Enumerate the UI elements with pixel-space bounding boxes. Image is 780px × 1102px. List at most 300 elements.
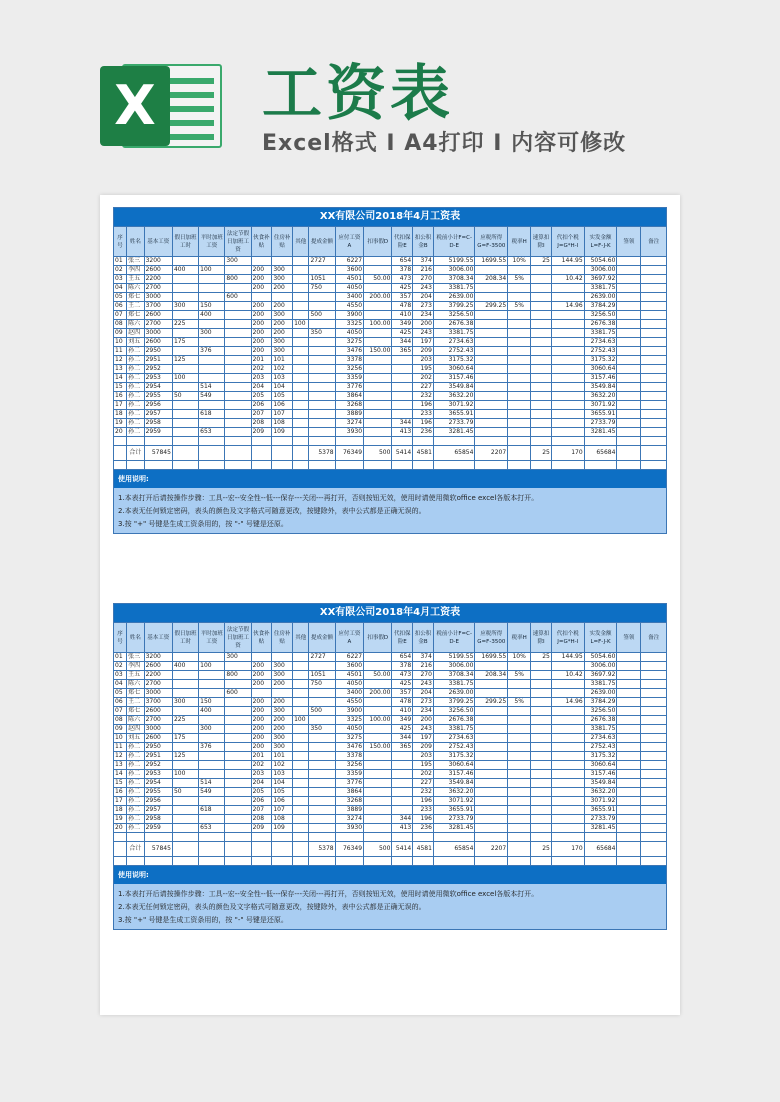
table-cell[interactable]: 125 xyxy=(172,356,198,365)
table-cell[interactable] xyxy=(199,275,225,284)
table-cell[interactable] xyxy=(475,461,508,470)
table-cell[interactable] xyxy=(293,857,309,866)
table-cell[interactable] xyxy=(551,788,584,797)
table-cell[interactable]: 197 xyxy=(413,338,434,347)
table-cell[interactable] xyxy=(272,461,293,470)
table-cell[interactable]: 孙二 xyxy=(127,824,144,833)
table-cell[interactable] xyxy=(475,680,508,689)
table-cell[interactable]: 209 xyxy=(251,428,272,437)
table-cell[interactable]: 5% xyxy=(508,671,531,680)
table-cell[interactable] xyxy=(272,257,293,266)
table-cell[interactable]: 207 xyxy=(251,410,272,419)
table-cell[interactable] xyxy=(309,266,335,275)
table-cell[interactable]: 3281.45 xyxy=(584,824,617,833)
table-cell[interactable] xyxy=(551,770,584,779)
table-cell[interactable] xyxy=(531,671,552,680)
table-cell[interactable]: 4050 xyxy=(335,329,363,338)
table-cell[interactable]: 2733.79 xyxy=(584,419,617,428)
table-cell[interactable] xyxy=(392,797,413,806)
table-cell[interactable] xyxy=(364,797,392,806)
table-cell[interactable] xyxy=(309,824,335,833)
table-cell[interactable] xyxy=(475,383,508,392)
table-cell[interactable] xyxy=(475,392,508,401)
table-cell[interactable] xyxy=(617,392,641,401)
table-cell[interactable] xyxy=(641,788,667,797)
table-cell[interactable]: 107 xyxy=(272,806,293,815)
table-cell[interactable]: 07 xyxy=(114,311,127,320)
table-cell[interactable] xyxy=(617,788,641,797)
table-cell[interactable] xyxy=(364,461,392,470)
table-cell[interactable]: 50 xyxy=(172,788,198,797)
table-cell[interactable] xyxy=(551,419,584,428)
table-cell[interactable] xyxy=(172,779,198,788)
table-cell[interactable] xyxy=(617,857,641,866)
table-cell[interactable]: 3071.92 xyxy=(433,401,475,410)
table-cell[interactable]: 227 xyxy=(413,779,434,788)
table-cell[interactable] xyxy=(475,815,508,824)
table-cell[interactable] xyxy=(531,401,552,410)
table-cell[interactable]: 400 xyxy=(172,266,198,275)
table-cell[interactable] xyxy=(293,707,309,716)
table-cell[interactable] xyxy=(551,383,584,392)
table-cell[interactable]: 350 xyxy=(309,329,335,338)
table-cell[interactable]: 349 xyxy=(392,716,413,725)
table-cell[interactable] xyxy=(225,383,251,392)
table-cell[interactable] xyxy=(641,653,667,662)
table-cell[interactable]: 11 xyxy=(114,743,127,752)
table-cell[interactable]: 09 xyxy=(114,329,127,338)
table-cell[interactable] xyxy=(225,743,251,752)
table-cell[interactable] xyxy=(475,284,508,293)
table-cell[interactable] xyxy=(475,662,508,671)
table-cell[interactable]: 200 xyxy=(251,302,272,311)
table-cell[interactable]: 300 xyxy=(272,707,293,716)
table-cell[interactable] xyxy=(172,419,198,428)
table-cell[interactable]: 王五 xyxy=(127,275,144,284)
table-cell[interactable]: 514 xyxy=(199,383,225,392)
table-cell[interactable] xyxy=(364,365,392,374)
table-cell[interactable]: 08 xyxy=(114,320,127,329)
table-cell[interactable]: 3274 xyxy=(335,815,363,824)
table-cell[interactable]: 216 xyxy=(413,266,434,275)
table-cell[interactable]: 李四 xyxy=(127,662,144,671)
table-cell[interactable] xyxy=(199,461,225,470)
table-cell[interactable] xyxy=(335,437,363,446)
table-cell[interactable] xyxy=(617,401,641,410)
table-cell[interactable] xyxy=(392,833,413,842)
table-cell[interactable]: 3655.91 xyxy=(433,410,475,419)
table-cell[interactable]: 孙二 xyxy=(127,779,144,788)
table-cell[interactable] xyxy=(508,401,531,410)
table-cell[interactable] xyxy=(551,743,584,752)
table-cell[interactable] xyxy=(551,311,584,320)
table-cell[interactable]: 200 xyxy=(251,329,272,338)
table-cell[interactable] xyxy=(508,815,531,824)
table-cell[interactable]: 2956 xyxy=(144,401,172,410)
table-cell[interactable] xyxy=(551,347,584,356)
table-cell[interactable] xyxy=(309,401,335,410)
table-cell[interactable]: 3864 xyxy=(335,788,363,797)
table-cell[interactable] xyxy=(508,419,531,428)
table-cell[interactable]: 144.95 xyxy=(551,257,584,266)
table-cell[interactable] xyxy=(199,356,225,365)
table-cell[interactable]: 07 xyxy=(114,707,127,716)
table-cell[interactable]: 102 xyxy=(272,761,293,770)
table-cell[interactable] xyxy=(551,365,584,374)
table-cell[interactable] xyxy=(617,770,641,779)
table-cell[interactable] xyxy=(641,680,667,689)
table-cell[interactable] xyxy=(475,797,508,806)
table-cell[interactable]: 200 xyxy=(272,680,293,689)
table-cell[interactable]: 2200 xyxy=(144,671,172,680)
table-cell[interactable] xyxy=(293,461,309,470)
table-cell[interactable]: 200 xyxy=(251,275,272,284)
table-cell[interactable] xyxy=(551,680,584,689)
table-cell[interactable] xyxy=(641,401,667,410)
table-cell[interactable]: 203 xyxy=(413,752,434,761)
table-cell[interactable]: 王二 xyxy=(127,302,144,311)
table-cell[interactable] xyxy=(531,689,552,698)
table-cell[interactable] xyxy=(531,374,552,383)
table-cell[interactable] xyxy=(617,338,641,347)
table-cell[interactable]: 3157.46 xyxy=(433,770,475,779)
table-cell[interactable]: 202 xyxy=(413,770,434,779)
table-cell[interactable] xyxy=(293,752,309,761)
table-cell[interactable] xyxy=(617,662,641,671)
table-cell[interactable]: 14.96 xyxy=(551,302,584,311)
table-cell[interactable] xyxy=(641,833,667,842)
table-cell[interactable] xyxy=(475,833,508,842)
table-cell[interactable] xyxy=(508,689,531,698)
table-cell[interactable] xyxy=(508,410,531,419)
table-cell[interactable] xyxy=(551,437,584,446)
table-cell[interactable] xyxy=(309,779,335,788)
table-cell[interactable]: 225 xyxy=(172,320,198,329)
table-cell[interactable]: 3549.84 xyxy=(433,383,475,392)
table-cell[interactable] xyxy=(531,347,552,356)
table-cell[interactable] xyxy=(293,311,309,320)
table-cell[interactable]: 10 xyxy=(114,734,127,743)
table-cell[interactable]: 陈六 xyxy=(127,680,144,689)
table-cell[interactable] xyxy=(475,788,508,797)
table-cell[interactable] xyxy=(475,707,508,716)
table-cell[interactable]: 243 xyxy=(413,329,434,338)
table-cell[interactable] xyxy=(293,815,309,824)
table-cell[interactable] xyxy=(641,284,667,293)
table-cell[interactable] xyxy=(225,770,251,779)
table-cell[interactable] xyxy=(251,653,272,662)
table-cell[interactable]: 2200 xyxy=(144,275,172,284)
table-cell[interactable]: 08 xyxy=(114,716,127,725)
table-cell[interactable] xyxy=(392,374,413,383)
table-cell[interactable]: 750 xyxy=(309,284,335,293)
table-cell[interactable] xyxy=(309,383,335,392)
table-cell[interactable]: 3632.20 xyxy=(433,788,475,797)
table-cell[interactable]: 2600 xyxy=(144,662,172,671)
table-cell[interactable] xyxy=(293,410,309,419)
table-cell[interactable]: 4501 xyxy=(335,671,363,680)
table-cell[interactable]: 196 xyxy=(413,401,434,410)
table-cell[interactable]: 205 xyxy=(251,788,272,797)
table-cell[interactable] xyxy=(114,461,127,470)
table-cell[interactable]: 孙二 xyxy=(127,410,144,419)
table-cell[interactable] xyxy=(172,347,198,356)
table-cell[interactable]: 357 xyxy=(392,689,413,698)
table-cell[interactable]: 王五 xyxy=(127,671,144,680)
table-cell[interactable]: 3900 xyxy=(335,311,363,320)
table-cell[interactable]: 233 xyxy=(413,806,434,815)
table-cell[interactable]: 3071.92 xyxy=(584,797,617,806)
table-cell[interactable] xyxy=(309,410,335,419)
table-cell[interactable] xyxy=(641,320,667,329)
table-cell[interactable] xyxy=(199,671,225,680)
table-cell[interactable]: 202 xyxy=(251,365,272,374)
table-cell[interactable] xyxy=(309,857,335,866)
table-cell[interactable]: 3175.32 xyxy=(433,752,475,761)
table-cell[interactable] xyxy=(309,320,335,329)
table-cell[interactable]: 2752.43 xyxy=(433,347,475,356)
table-cell[interactable] xyxy=(508,356,531,365)
table-cell[interactable]: 2639.00 xyxy=(433,689,475,698)
table-cell[interactable] xyxy=(172,761,198,770)
table-cell[interactable]: 孙二 xyxy=(127,374,144,383)
table-cell[interactable] xyxy=(413,437,434,446)
table-cell[interactable]: 2752.43 xyxy=(584,347,617,356)
table-cell[interactable] xyxy=(172,461,198,470)
table-cell[interactable] xyxy=(641,266,667,275)
table-cell[interactable]: 365 xyxy=(392,743,413,752)
table-cell[interactable]: 3071.92 xyxy=(584,401,617,410)
table-cell[interactable] xyxy=(551,428,584,437)
table-cell[interactable] xyxy=(531,797,552,806)
table-cell[interactable] xyxy=(617,461,641,470)
table-cell[interactable] xyxy=(641,302,667,311)
table-cell[interactable] xyxy=(641,257,667,266)
table-cell[interactable]: 2953 xyxy=(144,770,172,779)
table-cell[interactable]: 3281.45 xyxy=(433,824,475,833)
table-cell[interactable]: 10% xyxy=(508,653,531,662)
table-cell[interactable]: 孙二 xyxy=(127,356,144,365)
table-cell[interactable] xyxy=(309,815,335,824)
table-cell[interactable] xyxy=(475,320,508,329)
table-cell[interactable] xyxy=(309,437,335,446)
table-cell[interactable]: 3930 xyxy=(335,824,363,833)
table-cell[interactable] xyxy=(225,716,251,725)
table-cell[interactable]: 3381.75 xyxy=(584,725,617,734)
table-cell[interactable]: 300 xyxy=(225,653,251,662)
table-cell[interactable] xyxy=(144,461,172,470)
table-cell[interactable] xyxy=(293,338,309,347)
table-cell[interactable]: 4550 xyxy=(335,698,363,707)
table-cell[interactable] xyxy=(392,437,413,446)
table-cell[interactable] xyxy=(293,257,309,266)
table-cell[interactable] xyxy=(531,266,552,275)
table-cell[interactable]: 15 xyxy=(114,383,127,392)
table-cell[interactable] xyxy=(293,302,309,311)
table-cell[interactable]: 3274 xyxy=(335,419,363,428)
table-cell[interactable] xyxy=(531,338,552,347)
table-cell[interactable] xyxy=(508,743,531,752)
table-cell[interactable] xyxy=(225,833,251,842)
table-cell[interactable] xyxy=(508,797,531,806)
table-cell[interactable] xyxy=(617,365,641,374)
table-cell[interactable]: 478 xyxy=(392,698,413,707)
table-cell[interactable] xyxy=(617,428,641,437)
table-cell[interactable]: 374 xyxy=(413,653,434,662)
table-cell[interactable] xyxy=(508,770,531,779)
table-cell[interactable] xyxy=(199,338,225,347)
table-cell[interactable]: 3268 xyxy=(335,797,363,806)
table-cell[interactable]: 102 xyxy=(272,365,293,374)
table-cell[interactable] xyxy=(172,311,198,320)
table-cell[interactable] xyxy=(225,734,251,743)
table-cell[interactable]: 201 xyxy=(251,752,272,761)
table-cell[interactable] xyxy=(551,410,584,419)
table-cell[interactable] xyxy=(293,698,309,707)
table-cell[interactable]: 400 xyxy=(172,662,198,671)
table-cell[interactable]: 2752.43 xyxy=(433,743,475,752)
table-cell[interactable]: 100 xyxy=(172,374,198,383)
table-cell[interactable]: 3889 xyxy=(335,410,363,419)
table-cell[interactable] xyxy=(364,770,392,779)
table-cell[interactable]: 12 xyxy=(114,752,127,761)
table-cell[interactable] xyxy=(531,680,552,689)
table-cell[interactable]: 3700 xyxy=(144,302,172,311)
table-cell[interactable]: 150 xyxy=(199,698,225,707)
table-cell[interactable] xyxy=(364,653,392,662)
table-cell[interactable]: 2639.00 xyxy=(584,293,617,302)
table-cell[interactable] xyxy=(309,662,335,671)
table-cell[interactable]: 105 xyxy=(272,392,293,401)
table-cell[interactable] xyxy=(172,689,198,698)
table-cell[interactable] xyxy=(199,680,225,689)
table-cell[interactable]: 3175.32 xyxy=(584,752,617,761)
table-cell[interactable] xyxy=(272,833,293,842)
table-cell[interactable]: 125 xyxy=(172,752,198,761)
table-cell[interactable] xyxy=(199,761,225,770)
table-cell[interactable]: 2734.63 xyxy=(433,338,475,347)
table-cell[interactable]: 273 xyxy=(413,698,434,707)
table-cell[interactable] xyxy=(199,752,225,761)
table-cell[interactable]: 232 xyxy=(413,392,434,401)
table-cell[interactable] xyxy=(641,338,667,347)
table-cell[interactable]: 2727 xyxy=(309,653,335,662)
table-cell[interactable]: 4050 xyxy=(335,284,363,293)
table-cell[interactable] xyxy=(309,689,335,698)
table-cell[interactable] xyxy=(641,779,667,788)
table-cell[interactable] xyxy=(551,284,584,293)
table-cell[interactable] xyxy=(641,347,667,356)
table-cell[interactable]: 206 xyxy=(251,401,272,410)
table-cell[interactable] xyxy=(641,770,667,779)
table-cell[interactable] xyxy=(617,689,641,698)
table-cell[interactable] xyxy=(641,671,667,680)
table-cell[interactable] xyxy=(309,806,335,815)
table-cell[interactable]: 2752.43 xyxy=(584,743,617,752)
table-cell[interactable] xyxy=(551,338,584,347)
table-cell[interactable]: 3268 xyxy=(335,401,363,410)
table-cell[interactable] xyxy=(293,734,309,743)
table-cell[interactable] xyxy=(584,833,617,842)
table-cell[interactable] xyxy=(508,428,531,437)
table-cell[interactable] xyxy=(641,857,667,866)
table-cell[interactable]: 3256.50 xyxy=(433,707,475,716)
table-cell[interactable]: 25 xyxy=(531,653,552,662)
table-cell[interactable] xyxy=(641,392,667,401)
table-cell[interactable] xyxy=(172,707,198,716)
table-cell[interactable]: 208.34 xyxy=(475,671,508,680)
table-cell[interactable] xyxy=(531,320,552,329)
table-cell[interactable]: 2955 xyxy=(144,392,172,401)
table-cell[interactable]: 200 xyxy=(272,284,293,293)
table-cell[interactable]: 刘五 xyxy=(127,734,144,743)
table-cell[interactable] xyxy=(364,824,392,833)
table-cell[interactable]: 425 xyxy=(392,329,413,338)
table-cell[interactable]: 208.34 xyxy=(475,275,508,284)
table-cell[interactable]: 103 xyxy=(272,374,293,383)
table-cell[interactable]: 549 xyxy=(199,788,225,797)
table-cell[interactable]: 13 xyxy=(114,761,127,770)
table-cell[interactable]: 孙二 xyxy=(127,365,144,374)
table-cell[interactable] xyxy=(617,761,641,770)
table-cell[interactable]: 2952 xyxy=(144,365,172,374)
table-cell[interactable] xyxy=(641,725,667,734)
table-cell[interactable] xyxy=(617,257,641,266)
table-cell[interactable] xyxy=(309,770,335,779)
table-cell[interactable]: 3708.34 xyxy=(433,275,475,284)
table-cell[interactable]: 1051 xyxy=(309,275,335,284)
table-cell[interactable]: 227 xyxy=(413,383,434,392)
table-cell[interactable] xyxy=(508,707,531,716)
table-cell[interactable]: 5054.60 xyxy=(584,257,617,266)
table-cell[interactable] xyxy=(364,374,392,383)
table-cell[interactable]: 3799.25 xyxy=(433,302,475,311)
table-cell[interactable] xyxy=(475,293,508,302)
table-cell[interactable] xyxy=(531,662,552,671)
table-cell[interactable]: 200 xyxy=(272,320,293,329)
table-cell[interactable] xyxy=(641,275,667,284)
table-cell[interactable]: 3157.46 xyxy=(584,374,617,383)
table-cell[interactable] xyxy=(309,365,335,374)
table-cell[interactable] xyxy=(225,707,251,716)
table-cell[interactable]: 175 xyxy=(172,338,198,347)
table-cell[interactable] xyxy=(225,752,251,761)
table-cell[interactable]: 200.00 xyxy=(364,689,392,698)
table-cell[interactable] xyxy=(392,392,413,401)
table-cell[interactable]: 50.00 xyxy=(364,275,392,284)
table-cell[interactable] xyxy=(433,833,475,842)
table-cell[interactable]: 300 xyxy=(272,734,293,743)
table-cell[interactable]: 2734.63 xyxy=(584,338,617,347)
table-cell[interactable] xyxy=(199,653,225,662)
table-cell[interactable] xyxy=(364,815,392,824)
table-cell[interactable] xyxy=(508,266,531,275)
table-cell[interactable]: 孙二 xyxy=(127,806,144,815)
table-cell[interactable]: 200 xyxy=(251,311,272,320)
table-cell[interactable]: 2951 xyxy=(144,752,172,761)
table-cell[interactable] xyxy=(364,383,392,392)
table-cell[interactable]: 20 xyxy=(114,428,127,437)
table-cell[interactable] xyxy=(617,374,641,383)
table-cell[interactable]: 李四 xyxy=(127,266,144,275)
table-cell[interactable] xyxy=(508,293,531,302)
table-cell[interactable]: 3000 xyxy=(144,329,172,338)
table-cell[interactable]: 232 xyxy=(413,788,434,797)
table-cell[interactable]: 05 xyxy=(114,689,127,698)
table-cell[interactable]: 孙二 xyxy=(127,401,144,410)
table-cell[interactable]: 3784.29 xyxy=(584,698,617,707)
table-cell[interactable]: 234 xyxy=(413,311,434,320)
